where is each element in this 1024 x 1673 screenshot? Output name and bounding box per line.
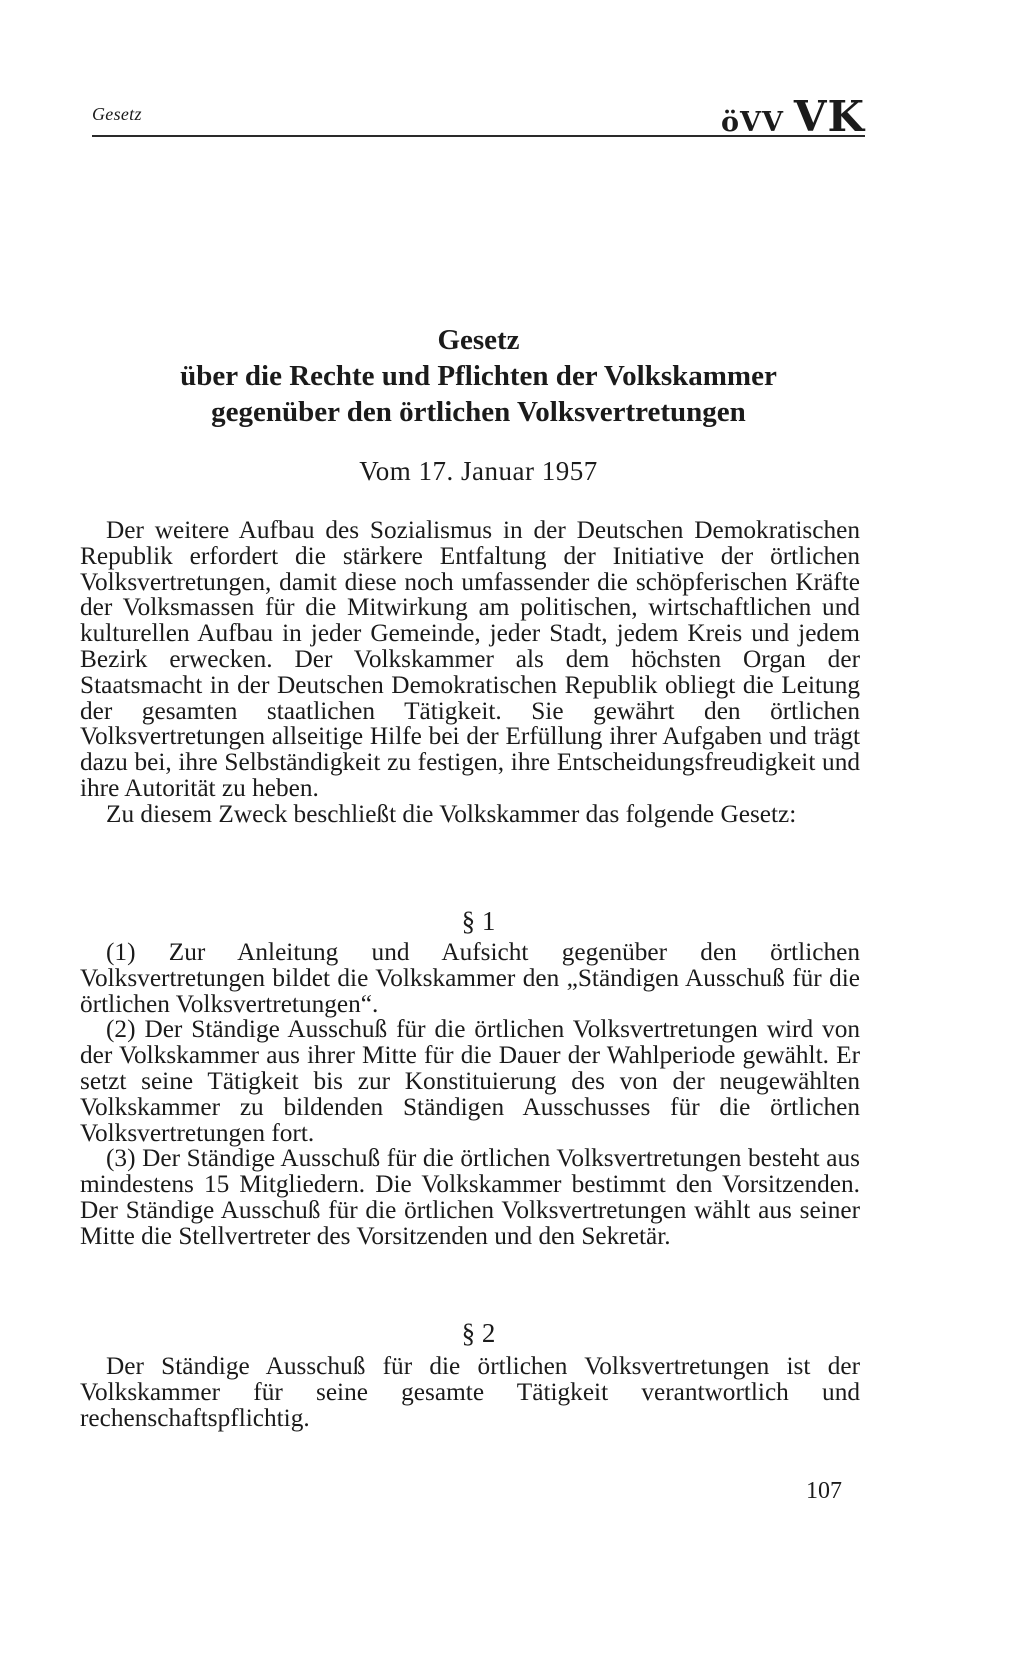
section-1-paragraph-1: (1) Zur Anleitung und Aufsicht gegenüber den örtlichen Volksvertretungen bildet die Volkskammer den „Ständigen Ausschuß für die örtlichen Volksvertretungen“. xyxy=(80,938,860,1018)
preamble xyxy=(80,518,860,828)
title-line-1: Gesetz xyxy=(437,324,520,356)
section-1-body xyxy=(80,940,860,1250)
preamble-paragraph-1: Der weitere Aufbau des Sozialismus in der Deutschen Demokratischen Republik erfordert die stärkere Entfaltung der Initiative der örtlichen Volksvertretungen, damit diese noch umfassender die schöpferischen Kräfte der Volksmassen für die Mitwirkung am politischen, wirtschaftlichen und kulturellen Aufbau in jeder Gemeinde, jeder Stadt, jedem Kreis und jedem Bezirk erwecken. Der Volkskammer als dem höchsten Organ der Staatsmacht in der Deutschen Demokratischen Republik obliegt die Leitung der gesamten staatlichen Tätigkeit. Sie gewährt den örtlichen Volksvertretungen allseitige Hilfe bei der Erfüllung ihrer Aufgaben und trägt dazu bei, ihre Selbständigkeit zu festigen, ihre Entscheidungsfreudigkeit und ihre Autorität zu heben. xyxy=(80,516,860,802)
running-header xyxy=(92,92,865,141)
running-header-title: Gesetz xyxy=(92,104,142,124)
header-rule xyxy=(92,135,865,137)
section-1-paragraph-2: (2) Der Ständige Ausschuß für die örtlichen Volksvertretungen wird von der Volkskammer aus ihrer Mitte für die Dauer der Wahlperiode gewählt. Er setzt seine Tätigkeit bis zur Konstituierung des von der neugewählten Volkskammer zu bildenden Ständigen Ausschusses für die örtlichen Volksvertretungen fort. xyxy=(80,1015,860,1147)
section-2-body xyxy=(80,1354,860,1431)
logo-small-text: öVV xyxy=(721,107,784,138)
section-1-heading: § 1 xyxy=(461,906,496,936)
preamble-paragraph-2: Zu diesem Zweck beschließt die Volkskammer das folgende Gesetz: xyxy=(106,799,797,828)
section-1-paragraph-3: (3) Der Ständige Ausschuß für die örtlichen Volksvertretungen besteht aus mindestens 15 Mitgliedern. Die Volkskammer bestimmt den Vorsitzenden. Der Ständige Ausschuß für die örtlichen Volksvertretungen wählt aus seiner Mitte die Stellvertreter des Vorsitzenden und den Sekretär. xyxy=(80,1144,860,1250)
title-line-2: über die Rechte und Pflichten der Volkskammer xyxy=(180,360,777,392)
logo-big-text: VK xyxy=(793,92,865,141)
title-line-3: gegenüber den örtlichen Volksvertretungen xyxy=(211,396,746,428)
section-2-heading: § 2 xyxy=(461,1318,496,1348)
publisher-logo xyxy=(721,92,865,141)
law-title xyxy=(92,322,865,430)
page-number: 107 xyxy=(806,1478,842,1504)
law-date: Vom 17. Januar 1957 xyxy=(359,456,598,486)
section-2-paragraph-1: Der Ständige Ausschuß für die örtlichen Volksvertretungen ist der Volkskammer für seine gesamte Tätigkeit verantwortlich und rechenschaftspflichtig. xyxy=(80,1352,860,1432)
